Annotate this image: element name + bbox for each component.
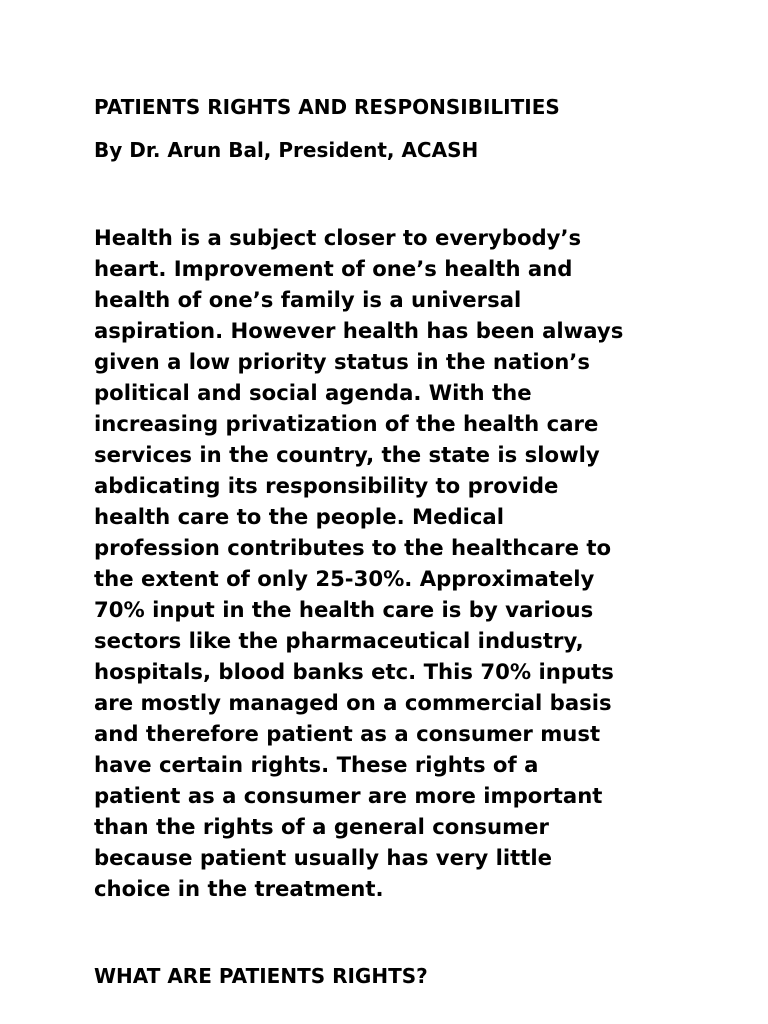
- section-heading: WHAT ARE PATIENTS RIGHTS?: [94, 964, 428, 988]
- paragraph-line: Health is a subject closer to everybody’s: [94, 225, 582, 250]
- paragraph-line: 70% input in the health care is by various: [94, 597, 594, 622]
- paragraph-line: and therefore patient as a consumer must: [94, 721, 601, 746]
- paragraph-line: aspiration. However health has been always: [94, 318, 624, 343]
- paragraph-line: health care to the people. Medical: [94, 504, 504, 529]
- paragraph-line: have certain rights. These rights of a: [94, 752, 539, 777]
- paragraph-line: given a low priority status in the nation’s: [94, 349, 590, 374]
- paragraph-line: than the rights of a general consumer: [94, 814, 549, 839]
- paragraph-line: choice in the treatment.: [94, 876, 384, 901]
- paragraph-line: sectors like the pharmaceutical industry,: [94, 628, 584, 653]
- paragraph-line: patient as a consumer are more important: [94, 783, 603, 808]
- document-title: PATIENTS RIGHTS AND RESPONSIBILITIES: [94, 95, 560, 119]
- paragraph-line: the extent of only 25-30%. Approximately: [94, 566, 595, 591]
- intro-paragraph: [94, 222, 694, 904]
- paragraph-line: services in the country, the state is slowly: [94, 442, 600, 467]
- paragraph-line: health of one’s family is a universal: [94, 287, 522, 312]
- paragraph-line: political and social agenda. With the: [94, 380, 532, 405]
- paragraph-line: abdicating its responsibility to provide: [94, 473, 559, 498]
- paragraph-line: hospitals, blood banks etc. This 70% inputs: [94, 659, 614, 684]
- paragraph-line: are mostly managed on a commercial basis: [94, 690, 612, 715]
- paragraph-line: profession contributes to the healthcare to: [94, 535, 612, 560]
- document-byline: By Dr. Arun Bal, President, ACASH: [94, 138, 479, 162]
- paragraph-line: heart. Improvement of one’s health and: [94, 256, 573, 281]
- paragraph-line: increasing privatization of the health care: [94, 411, 599, 436]
- paragraph-line: because patient usually has very little: [94, 845, 553, 870]
